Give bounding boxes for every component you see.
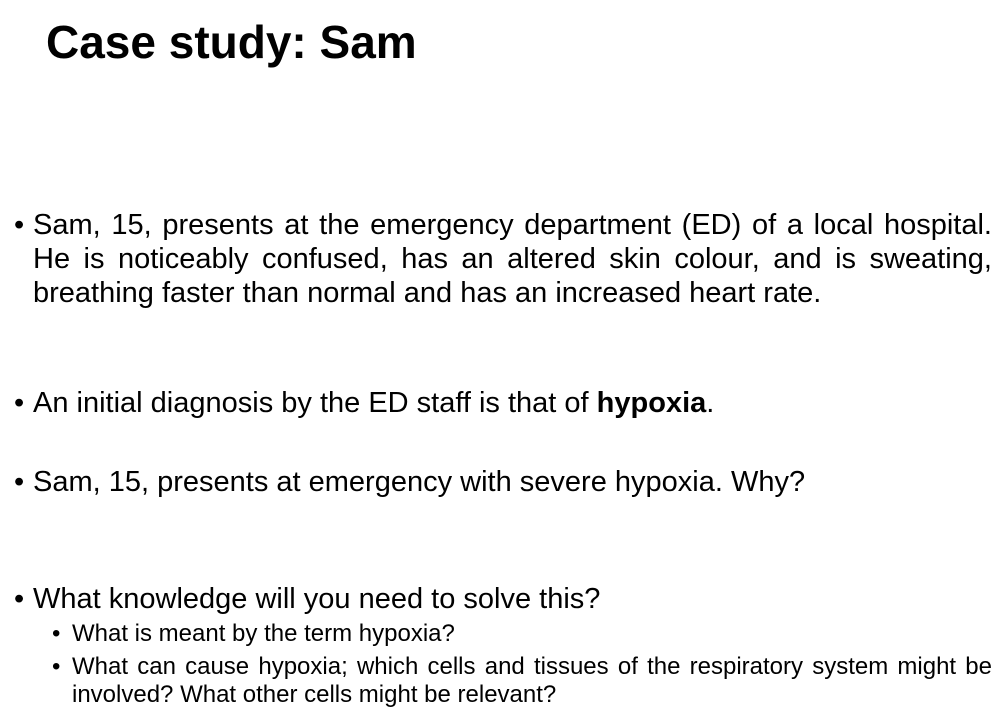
sub-bullet-item: [52, 620, 992, 648]
bullet-text: [33, 386, 992, 420]
bullet-marker: •: [14, 209, 25, 241]
bullet-initial-diagnosis: [14, 386, 992, 420]
bullet-marker: •: [14, 387, 25, 419]
bullet-text-before: An initial diagnosis by the ED staff is that of: [33, 387, 597, 419]
bullet-question-why: [14, 465, 992, 499]
bullet-text-after: .: [706, 387, 715, 419]
slide-title: Case study: Sam: [46, 16, 417, 68]
bullet-case-presentation: [14, 208, 992, 310]
sub-bullet-marker: •: [52, 653, 61, 680]
bullet-marker: •: [14, 466, 25, 498]
bullet-knowledge-needed: [14, 582, 992, 714]
sub-bullet-text: What can cause hypoxia; which cells and tissues of the respiratory system might be involved? What other cells might be relevant?: [72, 653, 992, 708]
sub-bullet-marker: •: [52, 620, 61, 647]
bold-term-hypoxia: hypoxia: [596, 387, 707, 419]
bullet-text: What knowledge will you need to solve this?: [33, 583, 601, 615]
bullet-text: Sam, 15, presents at emergency with severe hypoxia. Why?: [33, 466, 806, 498]
sub-bullet-item: [52, 653, 992, 709]
sub-bullet-text: What is meant by the term hypoxia?: [72, 620, 455, 647]
bullet-marker: •: [14, 583, 25, 615]
sub-bullet-list: [14, 620, 992, 709]
bullet-text: Sam, 15, presents at the emergency department (ED) of a local hospital. He is noticeably confused, has an altered skin colour, and is sweating, breathing faster than normal and has an increased heart rate.: [33, 209, 992, 309]
